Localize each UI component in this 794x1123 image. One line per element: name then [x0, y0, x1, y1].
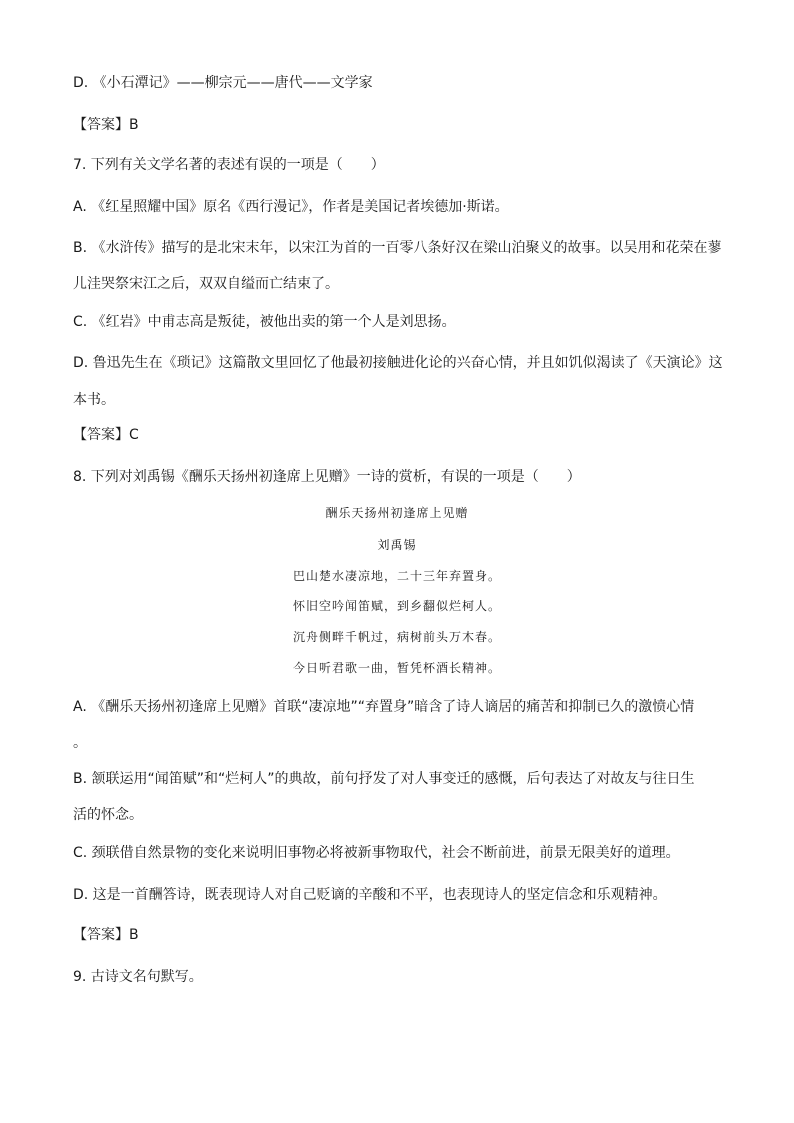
q9-stem: 9. 古诗文名句默写。 — [73, 969, 203, 985]
poem-line: 巴山楚水凄凉地，二十三年弃置身。 — [292, 569, 501, 583]
poem-line: 沉舟侧畔千帆过，病树前头万木春。 — [292, 630, 501, 644]
q8-option-b-line2: 活的怀念。 — [73, 807, 143, 823]
q6-option-d: D. 《小石潭记》——柳宗元——唐代——文学家 — [73, 75, 373, 91]
q8-option-b-line1: B. 颔联运用“闻笛赋”和“烂柯人”的典故，前句抒发了对人事变迁的感慨，后句表达了对故友与往日生 — [73, 771, 695, 787]
q8-stem: 8. 下列对刘禹锡《酬乐天扬州初逢席上见赠》一诗的赏析，有误的一项是（ ） — [73, 469, 581, 485]
q8-option-a-line2: 。 — [73, 735, 87, 751]
q8-answer — [73, 925, 139, 945]
q7-option-b-line2: 儿洼哭祭宋江之后，双双自缢而亡结束了。 — [73, 276, 339, 292]
q7-option-a: A. 《红星照耀中国》原名《西行漫记》，作者是美国记者埃德加·斯诺。 — [73, 199, 509, 215]
q7-option-d-line1: D. 鲁迅先生在《琐记》这篇散文里回忆了他最初接触进化论的兴奋心情，并且如饥似渴读了《天演论》这 — [73, 355, 723, 371]
q7-stem: 7. 下列有关文学名著的表述有误的一项是（ ） — [73, 157, 385, 173]
poem-title: 酬乐天扬州初逢席上见赠 — [325, 506, 469, 520]
q7-option-b-line1: B. 《水浒传》描写的是北宋末年，以宋江为首的一百零八条好汉在梁山泊聚义的故事。以吴用和花荣在蓼 — [73, 240, 722, 256]
poem-author: 刘禹锡 — [377, 538, 417, 552]
q7-option-c: C. 《红岩》中甫志高是叛徒，被他出卖的第一个人是刘思扬。 — [73, 314, 456, 330]
q6-answer — [73, 115, 139, 135]
q8-option-a-line1: A. 《酬乐天扬州初逢席上见赠》首联“凄凉地”“弃置身”暗含了诗人谪居的痛苦和抑制已久的激愤心情 — [73, 699, 695, 715]
poem-line: 今日听君歌一曲，暂凭杯酒长精神。 — [292, 661, 501, 675]
q8-option-c: C. 颈联借自然景物的变化来说明旧事物必将被新事物取代，社会不断前进，前景无限美好的道理。 — [73, 845, 680, 861]
q7-answer — [73, 425, 139, 445]
q7-option-d-line2: 本书。 — [73, 392, 115, 408]
answer-tag: 【答案】 — [73, 427, 129, 443]
answer-tag: 【答案】 — [73, 117, 129, 133]
answer-value: B — [129, 927, 139, 943]
poem-line: 怀旧空吟闻笛赋，到乡翻似烂柯人。 — [292, 599, 501, 613]
answer-tag: 【答案】 — [73, 927, 129, 943]
answer-value: C — [129, 427, 139, 443]
answer-value: B — [129, 117, 139, 133]
q8-option-d: D. 这是一首酬答诗，既表现诗人对自己贬谪的辛酸和不平，也表现诗人的坚定信念和乐观精神。 — [73, 887, 667, 903]
